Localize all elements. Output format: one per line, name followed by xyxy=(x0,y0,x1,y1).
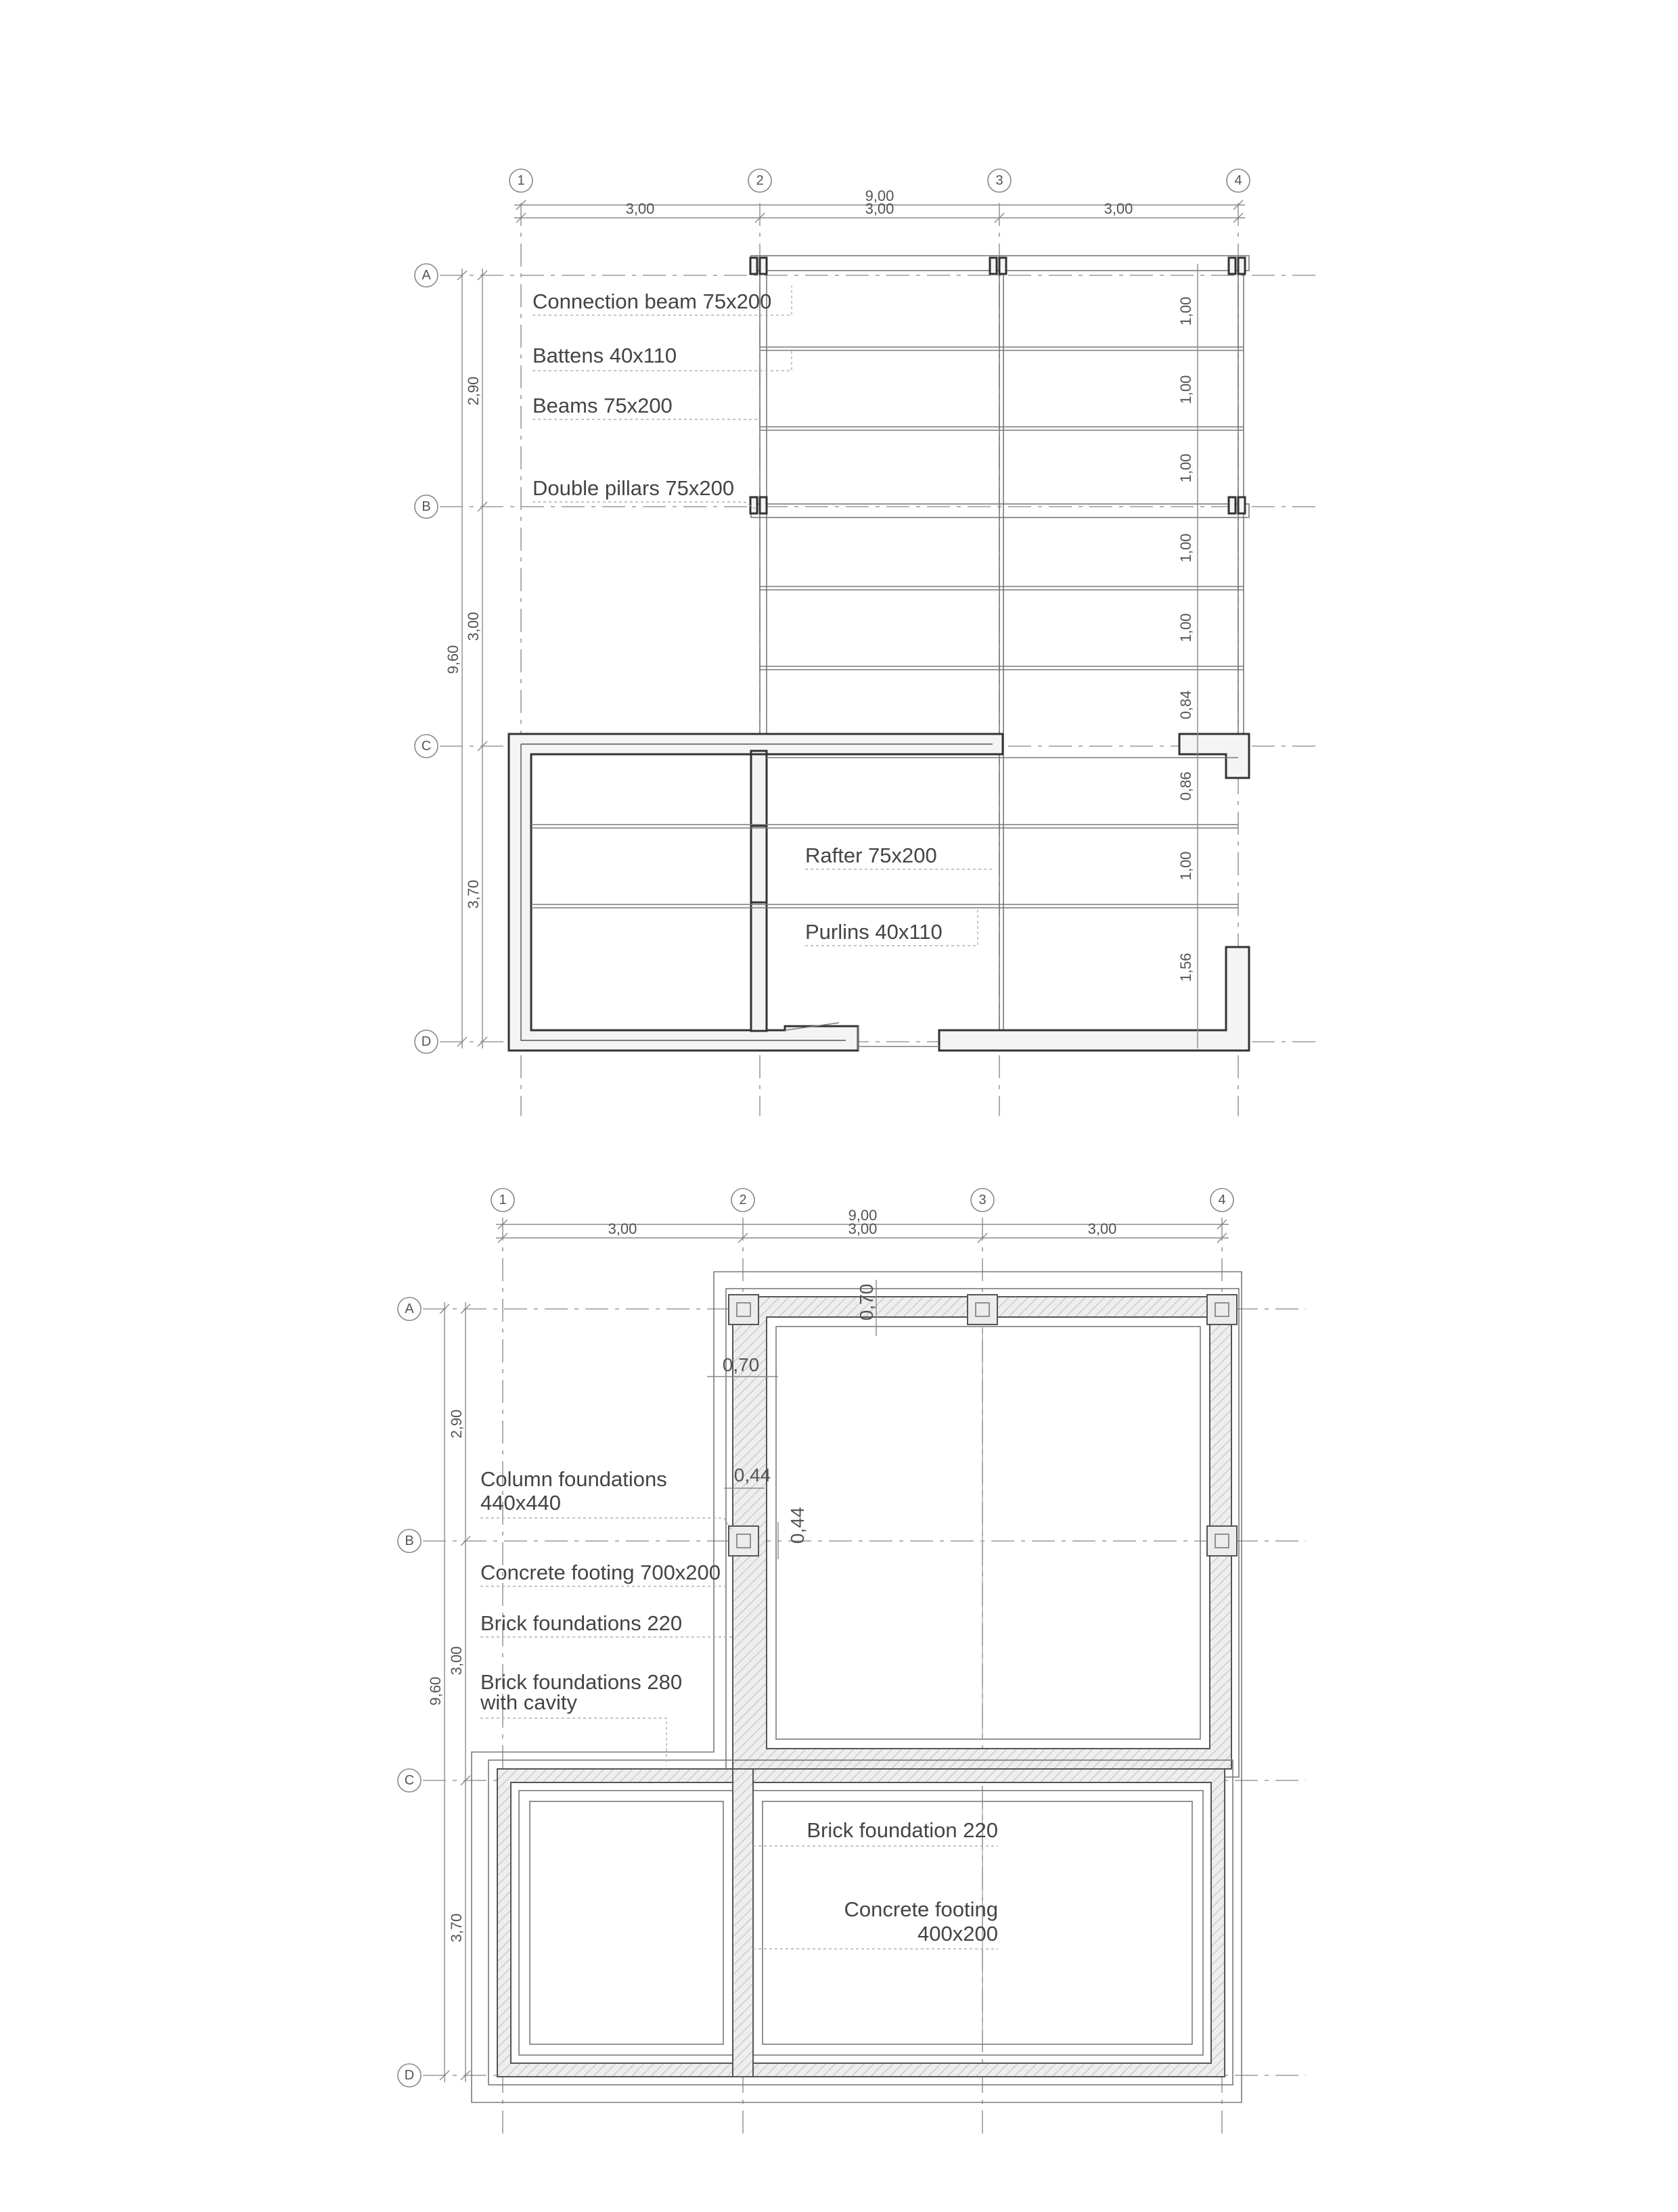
label-column-foundations: Column foundations xyxy=(480,1467,667,1491)
dim-span-2: 3,00 xyxy=(865,200,894,217)
dim-right-7: 0,86 xyxy=(1177,771,1194,801)
grid-bubble-a: A xyxy=(422,268,431,283)
dim-right-5: 1,00 xyxy=(1177,613,1194,643)
dim-044-horizontal: 0,44 xyxy=(733,1465,771,1485)
foundation-top-dimensions xyxy=(496,1207,1229,1243)
f-grid-bubble-2: 2 xyxy=(739,1193,747,1207)
f-dim-total-width: 9,00 xyxy=(848,1207,878,1224)
label-concrete-footing-700: Concrete footing 700x200 xyxy=(480,1561,721,1584)
roof-plan xyxy=(415,169,1319,1116)
f-dim-vertical-span-2: 3,00 xyxy=(448,1646,465,1676)
grid-bubble-4: 4 xyxy=(1234,173,1242,188)
f-dim-span-1: 3,00 xyxy=(608,1220,637,1237)
dim-070-left: 0,70 xyxy=(722,1354,760,1375)
column-foundation-a4 xyxy=(1207,1295,1237,1324)
label-double-pillars: Double pillars 75x200 xyxy=(532,476,735,500)
dim-span-3: 3,00 xyxy=(1104,200,1133,217)
f-dim-vertical-total: 9,60 xyxy=(427,1676,444,1706)
f-grid-bubble-4: 4 xyxy=(1218,1193,1226,1207)
f-grid-bubble-b: B xyxy=(405,1534,414,1548)
roof-left-dimensions xyxy=(445,269,487,1049)
dim-right-6: 0,84 xyxy=(1177,690,1194,720)
roof-top-dimensions xyxy=(514,187,1245,223)
dim-070-top: 0,70 xyxy=(856,1283,877,1321)
dim-044-vertical: 0,44 xyxy=(787,1506,808,1544)
label-concrete-footing-400-size: 400x200 xyxy=(917,1922,998,1945)
dim-right-4: 1,00 xyxy=(1177,533,1194,563)
grid-bubble-d: D xyxy=(421,1034,432,1049)
f-dim-vertical-span-1: 2,90 xyxy=(448,1409,465,1439)
dim-right-3: 1,00 xyxy=(1177,453,1194,483)
label-concrete-footing-400: Concrete footing xyxy=(844,1897,998,1921)
dim-vertical-span-3: 3,70 xyxy=(465,879,482,909)
dim-right-9: 1,56 xyxy=(1177,952,1194,982)
column-foundation-b2 xyxy=(729,1526,758,1556)
label-brick-foundations-280: Brick foundations 280 xyxy=(480,1670,683,1694)
column-foundation-a3 xyxy=(968,1295,997,1324)
grid-bubble-2: 2 xyxy=(756,173,764,188)
label-rafter: Rafter 75x200 xyxy=(805,844,937,867)
f-grid-bubble-c: C xyxy=(404,1773,415,1788)
grid-bubble-c: C xyxy=(421,739,432,754)
f-dim-span-3: 3,00 xyxy=(1087,1220,1117,1237)
grid-bubble-1: 1 xyxy=(517,173,525,188)
foundation-left-dimensions xyxy=(427,1302,470,2082)
f-dim-span-2: 3,00 xyxy=(848,1220,878,1237)
f-grid-bubble-d: D xyxy=(404,2068,415,2083)
label-connection-beam: Connection beam 75x200 xyxy=(532,290,772,313)
label-brick-foundation-220: Brick foundation 220 xyxy=(807,1818,998,1842)
dim-total-width: 9,00 xyxy=(865,187,894,204)
house-foundations xyxy=(489,1760,1233,2085)
dim-vertical-total: 9,60 xyxy=(445,645,461,674)
f-grid-bubble-1: 1 xyxy=(499,1193,507,1207)
foundation-column-bubbles xyxy=(398,1189,1233,2087)
label-brick-foundations-280-cavity: with cavity xyxy=(480,1690,577,1714)
column-foundation-b4 xyxy=(1207,1526,1237,1556)
house-walls xyxy=(509,734,1249,1051)
dim-vertical-span-1: 2,90 xyxy=(465,376,482,406)
label-brick-foundations-220: Brick foundations 220 xyxy=(480,1611,683,1635)
f-grid-bubble-a: A xyxy=(405,1301,414,1316)
dim-right-8: 1,00 xyxy=(1177,851,1194,881)
label-beams: Beams 75x200 xyxy=(532,394,673,417)
column-foundation-a2 xyxy=(729,1295,758,1324)
f-dim-vertical-span-3: 3,70 xyxy=(448,1913,465,1943)
label-purlins: Purlins 40x110 xyxy=(805,920,943,944)
label-column-foundations-size: 440x440 xyxy=(480,1491,561,1515)
label-battens: Battens 40x110 xyxy=(532,344,677,367)
dim-right-2: 1,00 xyxy=(1177,375,1194,405)
dim-span-1: 3,00 xyxy=(625,200,655,217)
grid-bubble-3: 3 xyxy=(995,173,1003,188)
foundation-plan xyxy=(398,1189,1306,2138)
dim-vertical-span-2: 3,00 xyxy=(465,612,482,641)
roof-right-dimensions xyxy=(1177,264,1198,1049)
f-grid-bubble-3: 3 xyxy=(978,1193,987,1207)
dim-right-1: 1,00 xyxy=(1177,296,1194,326)
grid-bubble-b: B xyxy=(422,499,431,514)
